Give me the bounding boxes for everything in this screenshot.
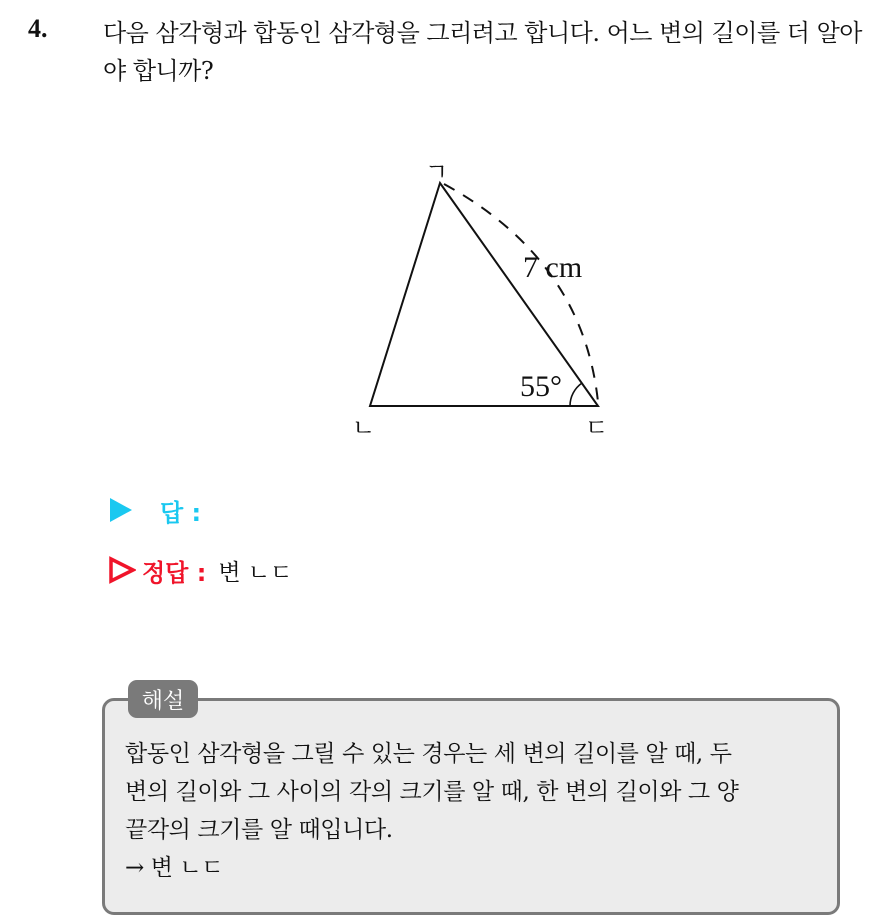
vertex-label-left: ㄴ bbox=[352, 416, 376, 440]
answer-row bbox=[108, 493, 213, 527]
vertex-label-right: ㄷ bbox=[585, 416, 609, 440]
angle-label: 55° bbox=[520, 370, 562, 403]
play-triangle-icon bbox=[108, 497, 134, 523]
side-length-label: 7 cm bbox=[523, 251, 583, 284]
question-number: 4. bbox=[28, 14, 48, 43]
explanation-line: 변의 길이와 그 사이의 각의 크기를 알 때, 한 변의 길이와 그 양 bbox=[125, 779, 739, 805]
explanation-line: 끝각의 크기를 알 때입니다. bbox=[125, 817, 393, 843]
explanation-line: → 변 ㄴㄷ bbox=[125, 855, 224, 881]
question-text: 다음 삼각형과 합동인 삼각형을 그리려고 합니다. 어느 변의 길이를 더 알아야 합니까? bbox=[103, 19, 862, 85]
angle-arc bbox=[570, 383, 582, 406]
correct-answer-value: 변 ㄴㄷ bbox=[218, 559, 293, 586]
triangle-diagram bbox=[330, 150, 630, 440]
triangle-figure bbox=[330, 150, 630, 440]
explanation-text bbox=[125, 735, 830, 887]
vertex-label-top: ㄱ bbox=[425, 160, 449, 186]
answer-label: 답 : bbox=[160, 498, 202, 527]
correct-answer-row bbox=[108, 553, 292, 587]
explanation-tag: 해설 bbox=[128, 680, 198, 718]
correct-answer-label: 정답 : bbox=[142, 558, 207, 587]
outline-play-triangle-icon bbox=[108, 556, 136, 584]
explanation-line: 합동인 삼각형을 그릴 수 있는 경우는 세 변의 길이를 알 때, 두 bbox=[125, 741, 732, 767]
